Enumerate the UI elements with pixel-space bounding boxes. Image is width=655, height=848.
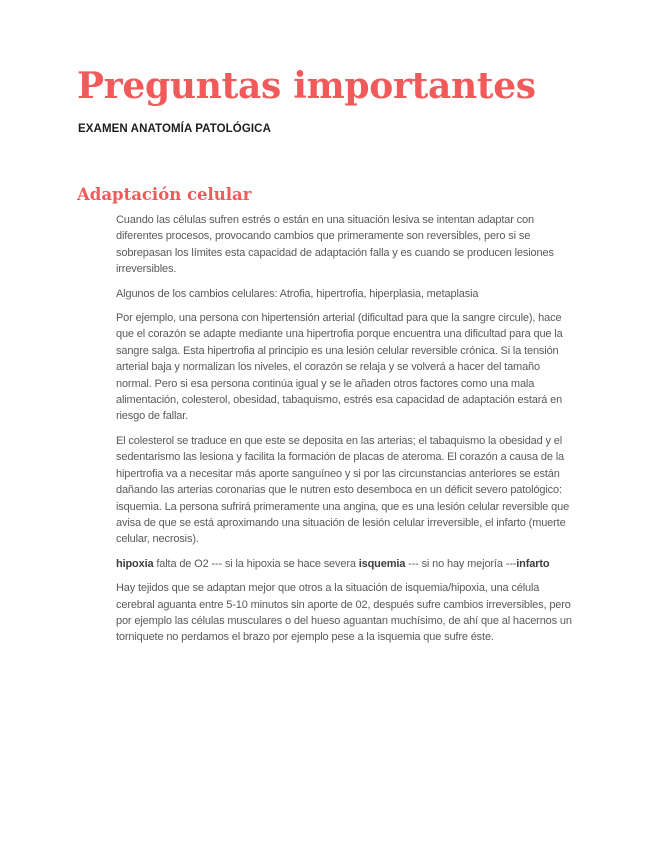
paragraph-colesterol: El colesterol se traduce en que este se deposita en las arterias; el tabaquismo la obesidad y el sedentarismo las lesiona y facilita la formación de placas de ateroma. El corazón a causa de la hipertrofia va a necesitar más aporte sanguíneo y si por las circunstancias anteriores se están dañando las arterias coronarias que le nutren esto desemboca en un déficit severo patológico: isquemia. La persona sufrirá primeramente una angina, que es una lesión celular reversible que avisa de que se está aproximando una situación de lesión celular irreversible, el infarto (muerte celular, necrosis). xyxy=(116,434,570,546)
section-body xyxy=(116,212,574,654)
sequence-text-1: falta de O2 --- si la hipoxia se hace severa xyxy=(153,557,359,570)
document-title: Preguntas importantes xyxy=(77,65,536,107)
document-subtitle: EXAMEN ANATOMÍA PATOLÓGICA xyxy=(78,123,271,135)
section-heading: Adaptación celular xyxy=(77,185,252,204)
paragraph-intro: Cuando las células sufren estrés o están en una situación lesiva se intentan adaptar con diferentes procesos, provocando cambios que primeramente son reversibles, pero si se sobrepasan los límites esta capacidad de adaptación falla y es cuando se producen lesiones irreversibles. xyxy=(116,214,554,276)
paragraph-cambios-celulares: Algunos de los cambios celulares: Atrofia, hipertrofia, hiperplasia, metaplasia xyxy=(116,287,479,300)
term-isquemia: isquemia xyxy=(358,557,406,570)
term-hipoxia: hipoxia xyxy=(116,557,154,570)
term-infarto: infarto xyxy=(516,557,550,570)
paragraph-tejidos: Hay tejidos que se adaptan mejor que otros a la situación de isquemia/hipoxia, una célula cerebral aguanta entre 5-10 minutos sin aporte de 02, después sufre cambios irreversibles, pero por ejemplo las células musculares o del hueso aguantan muchísimo, de ahí que al hacernos un torniquete no perdamos el brazo por ejemplo pese a la isquemia que sufre éste. xyxy=(116,582,572,644)
paragraph-ejemplo-hipertension: Por ejemplo, una persona con hipertensión arterial (dificultad para que la sangre circule), hace que el corazón se adapte mediante una hipertrofia porque encuentra una dificultad para que la sangre salga. Esta hipertrofia al principio es una lesión celular reversible crónica. Si la tensión arterial baja y normalizan los niveles, el corazón se relaja y se volverá a hacer del tamaño normal. Pero si esa persona continúa igual y se le añaden otros factores como una mala alimentación, colesterol, obesidad, tabaquismo, estrés esa capacidad de adaptación estará en riesgo de fallar. xyxy=(116,312,563,423)
sequence-text-2: --- si no hay mejoría --- xyxy=(405,557,517,570)
paragraph-sequence xyxy=(116,556,574,572)
